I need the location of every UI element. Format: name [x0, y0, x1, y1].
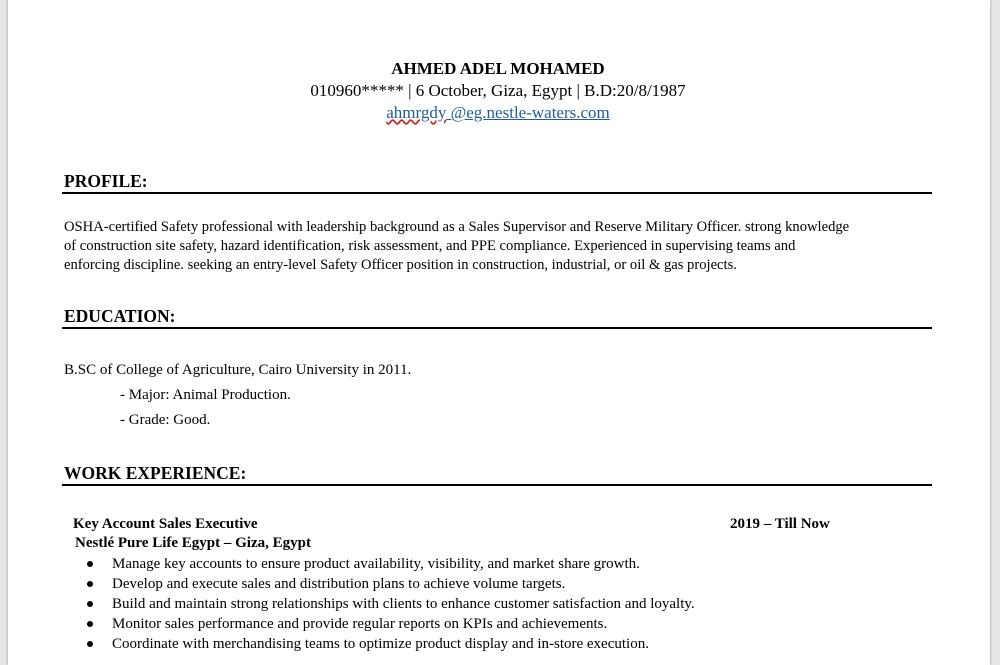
list-item	[84, 594, 695, 614]
email-user: ahmrgdy	[386, 103, 447, 122]
profile-line: OSHA-certified Safety professional with leadership background as a Sales Supervisor and Reserve Military Officer. strong knowledge	[64, 219, 850, 235]
list-item	[84, 634, 695, 654]
profile-line: enforcing discipline. seeking an entry-level Safety Officer position in construction, industrial, or oil & gas projects.	[64, 257, 737, 273]
education-heading: EDUCATION:	[64, 306, 176, 326]
bullet-icon	[87, 601, 93, 607]
list-item-text: Develop and execute sales and distribution plans to achieve volume targets.	[112, 576, 566, 592]
job-title: Key Account Sales Executive	[73, 516, 258, 532]
list-item	[84, 554, 695, 574]
list-item-text: Build and maintain strong relationships with clients to enhance customer satisfaction and loyalty.	[112, 596, 695, 612]
list-item-text: Manage key accounts to ensure product availability, visibility, and market share growth.	[112, 556, 640, 572]
bullet-icon	[87, 621, 93, 627]
list-item	[84, 574, 695, 594]
list-item-text: Coordinate with merchandising teams to optimize product display and in-store execution.	[112, 636, 649, 652]
bullet-icon	[87, 561, 93, 567]
email-link[interactable]	[8, 103, 988, 123]
profile-rule	[62, 192, 932, 194]
email-domain: @eg.nestle-waters.com	[446, 103, 610, 122]
profile-heading: PROFILE:	[64, 171, 148, 191]
bullet-icon	[87, 641, 93, 647]
education-degree: B.SC of College of Agriculture, Cairo University in 2011.	[64, 362, 412, 378]
company-name: Nestlé Pure Life Egypt – Giza, Egypt	[75, 535, 311, 551]
education-grade: - Grade: Good.	[120, 412, 211, 428]
profile-line: of construction site safety, hazard identification, risk assessment, and PPE compliance. Experienced in supervising teams and	[64, 238, 796, 254]
responsibility-list	[84, 554, 695, 654]
education-rule	[62, 327, 932, 329]
education-major: - Major: Animal Production.	[120, 387, 291, 403]
bullet-icon	[87, 581, 93, 587]
document-page	[8, 0, 990, 665]
list-item-text: Monitor sales performance and provide regular reports on KPIs and achievements.	[112, 616, 608, 632]
candidate-name: AHMED ADEL MOHAMED	[391, 59, 605, 78]
experience-heading: WORK EXPERIENCE:	[64, 463, 247, 483]
list-item	[84, 614, 695, 634]
contact-line: 010960***** | 6 October, Giza, Egypt | B.D:20/8/1987	[310, 81, 686, 100]
job-period: 2019 – Till Now	[730, 516, 830, 532]
experience-rule	[62, 484, 932, 486]
